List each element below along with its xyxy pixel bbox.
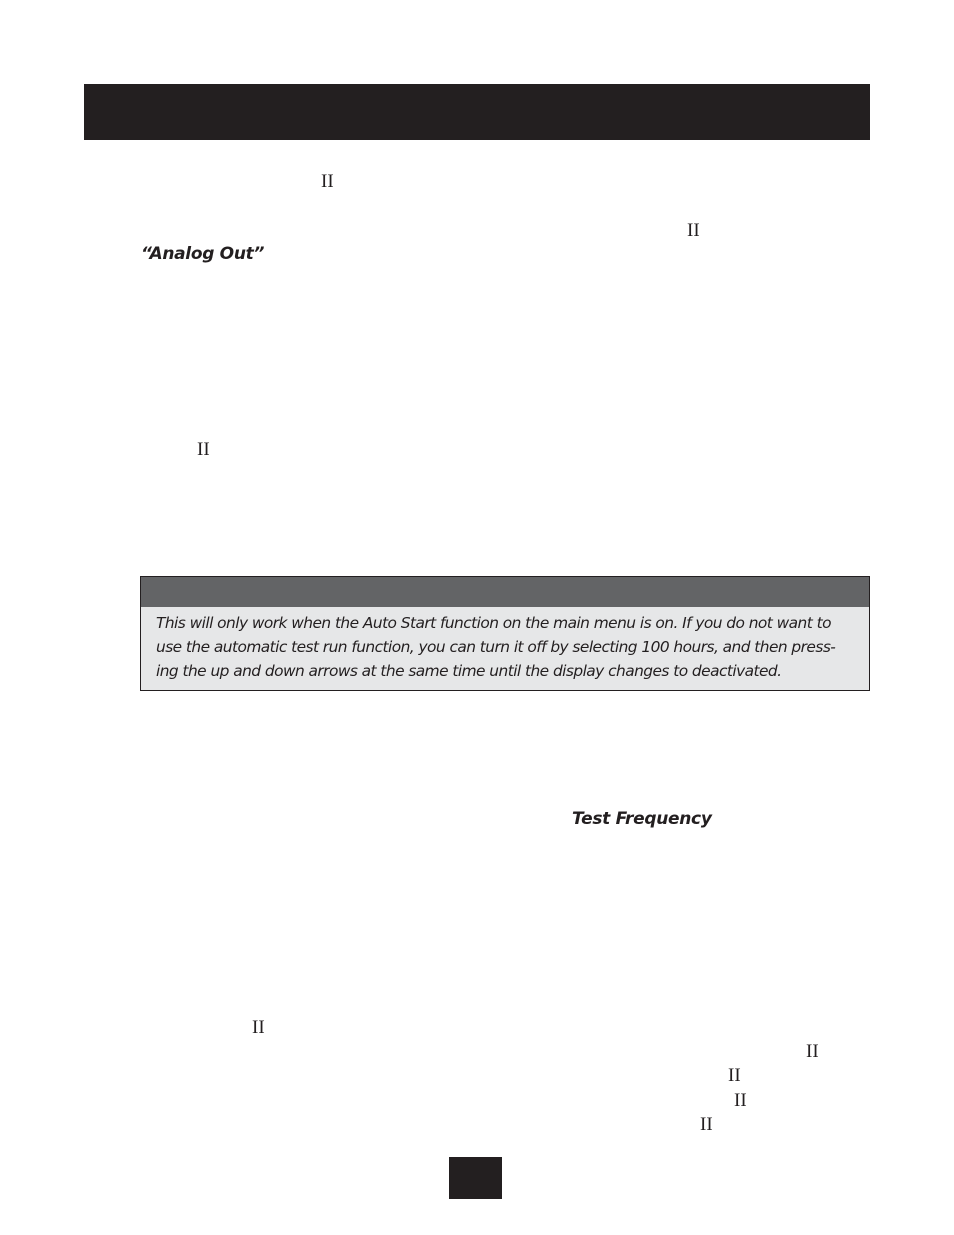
roman-numeral: II bbox=[197, 439, 210, 460]
test-frequency-label: Test Frequency bbox=[572, 809, 712, 829]
roman-numeral: II bbox=[252, 1017, 265, 1038]
note-line: use the automatic test run function, you can turn it off by selecting 100 hours, and then press- bbox=[156, 638, 836, 656]
roman-numeral: II bbox=[734, 1090, 747, 1111]
page-number-box bbox=[449, 1157, 502, 1199]
note-line: ing the up and down arrows at the same time until the display changes to deactivated. bbox=[156, 662, 782, 680]
note-text bbox=[156, 611, 858, 683]
note-header bbox=[141, 577, 869, 607]
roman-numeral: II bbox=[700, 1114, 713, 1135]
page-header-bar bbox=[84, 84, 870, 140]
roman-numeral: II bbox=[687, 220, 700, 241]
note-box bbox=[140, 576, 870, 691]
roman-numeral: II bbox=[806, 1041, 819, 1062]
note-line: This will only work when the Auto Start function on the main menu is on. If you do not want to bbox=[156, 614, 831, 632]
roman-numeral: II bbox=[321, 171, 334, 192]
analog-out-label: “Analog Out” bbox=[141, 244, 265, 264]
roman-numeral: II bbox=[728, 1065, 741, 1086]
